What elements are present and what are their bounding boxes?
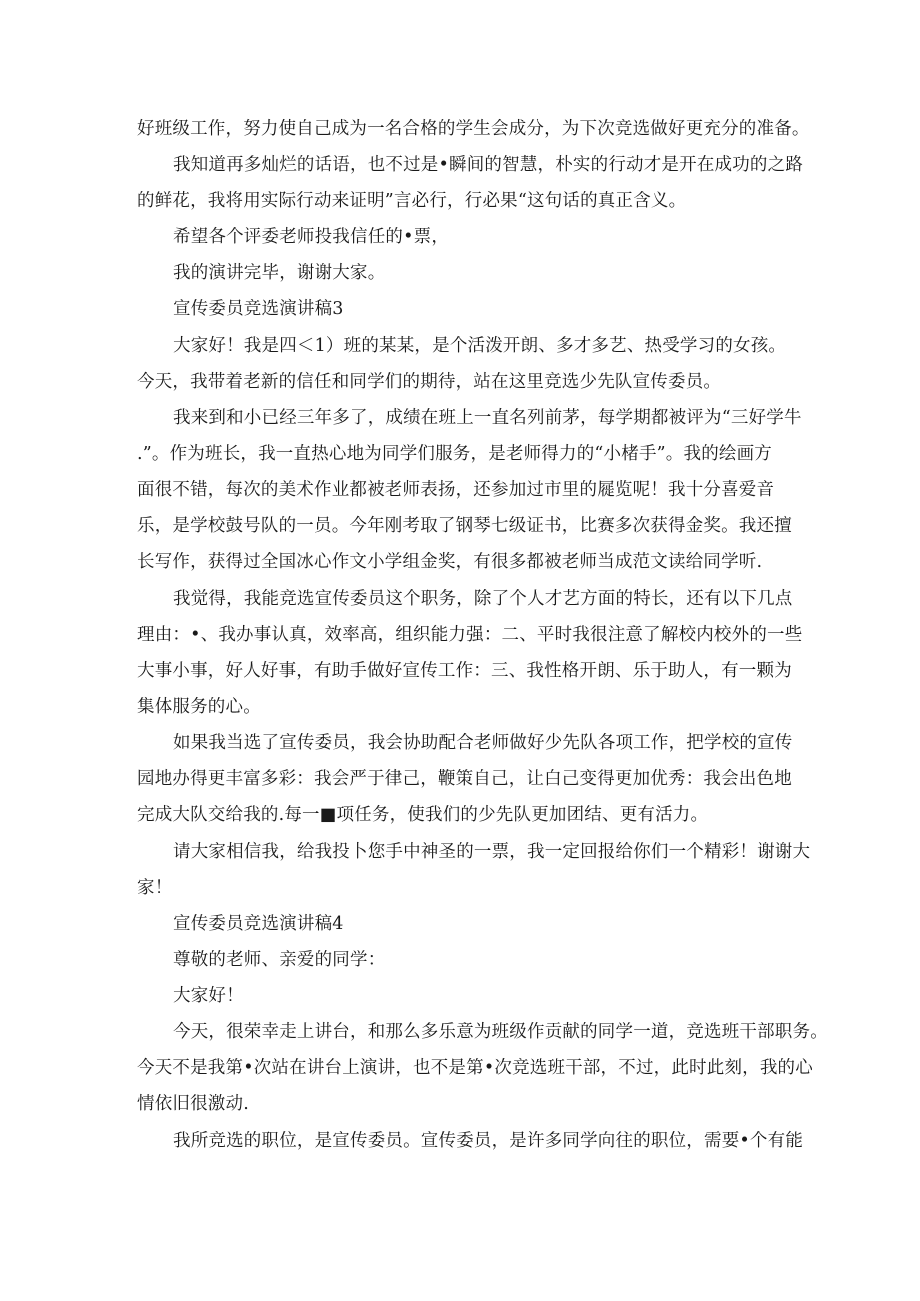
text-line: 集体服务的心。	[137, 697, 261, 717]
text-line: 今天，我带着老新的信任和同学们的期待，站在这里竞选少先队宣传委员。	[137, 372, 722, 392]
text-line: 我知道再多灿烂的话语，也不过是•瞬间的智慧，朴实的行动才是开在成功的之路	[173, 155, 804, 175]
text-line: 园地办得更丰富多彩：我会严于律己，鞭策自己，让白己变得更加优秀：我会出色地	[137, 769, 792, 789]
text-line: 情依旧很激动.	[137, 1094, 249, 1114]
text-line: 乐，是学校鼓号队的一员。今年刚考取了钢琴七级证书，比赛多次获得金奖。我还擅	[137, 516, 792, 536]
text-line: 面很不错，每次的美术作业都被老师表扬，还参加过市里的屣览呢！我十分喜爱音	[137, 480, 775, 500]
text-line: 我来到和小已经三年多了，成绩在班上一直名列前茅，每学期都被评为“三好学牛	[173, 408, 802, 428]
text-line: 长写作，获得过全国冰心作文小学组金奖，有很多都被老师当成范文读给同学听.	[137, 552, 763, 572]
text-line: 的鲜花，我将用实际行动来证明”言必行，行必果“这句话的真正含义。	[137, 191, 687, 211]
text-line: 完成大队交给我的.每一■项任务，使我们的少先队更加团结、更有活力。	[137, 805, 709, 825]
text-line: 请大家相信我，给我投卜您手中神圣的一票，我一定回报给你们一个精彩！谢谢大	[173, 842, 811, 862]
text-line: 今天，很荣幸走上讲台，和那么多乐意为班级作贡献的同学一道，竞选班干部职务。	[173, 1022, 828, 1042]
text-line: 好班级工作，努力使自己成为一名合格的学生会成分，为下次竞选做好更充分的准备。	[137, 119, 810, 139]
section-heading: 宣传委员竞选演讲稿4	[173, 914, 344, 934]
text-line: 家！	[137, 878, 173, 898]
section-heading: 宣传委员竞选演讲稿3	[173, 299, 344, 319]
text-line: 如果我当选了宣传委员，我会协助配合老师做好少先队各项工作，把学校的宣传	[173, 733, 793, 753]
text-line: 大家好！	[173, 986, 244, 1006]
text-line: 今天不是我第•次站在讲台上演讲，也不是第•次竞选班干部，不过，此时此刻，我的心	[137, 1058, 813, 1078]
text-line: 大家好！我是四＜1）班的某某，是个活泼开朗、多才多艺、热受学习的女孩。	[173, 336, 787, 356]
text-line: 大事小事，好人好事，有助手做好宣传工作：三、我性格开朗、乐于助人，有一颗为	[137, 661, 792, 681]
text-line: 我所竞选的职位，是宣传委员。宣传委员，是许多同学向往的职位，需要•个有能	[173, 1131, 804, 1151]
text-line: 希望各个评委老师投我信任的•票，	[173, 227, 450, 247]
text-line: .”。作为班长，我一直热心地为同学们服务，是老师得力的“小楮手”。我的绘画方	[137, 444, 772, 464]
text-line: 尊敬的老师、亲爱的同学：	[173, 950, 386, 970]
text-line: 理由：•、我办事认真，效率高，组织能力强：二、平时我很注意了解校内校外的一些	[137, 625, 803, 645]
text-line: 我觉得，我能竞选宣传委员这个职务，除了个人才艺方面的特长，还有以下几点	[173, 589, 793, 609]
text-line: 我的演讲完毕，谢谢大家。	[173, 263, 386, 283]
